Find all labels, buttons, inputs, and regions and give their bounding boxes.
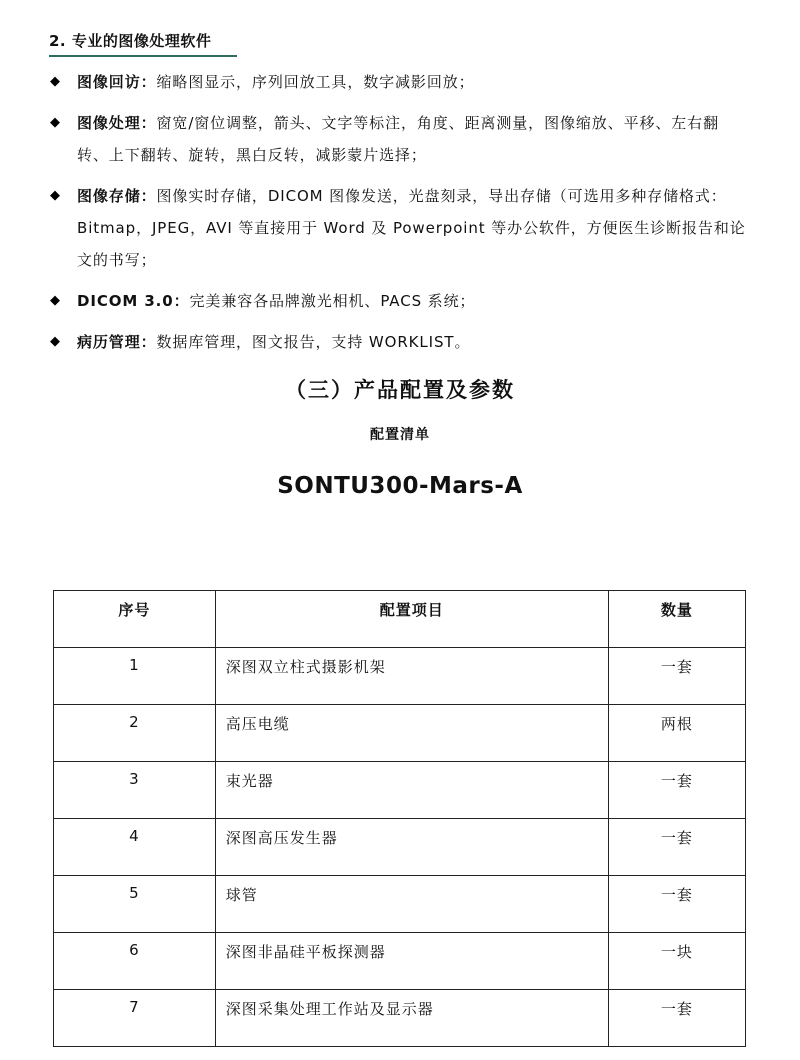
table-row bbox=[54, 876, 746, 933]
table-row bbox=[54, 819, 746, 876]
cell-no: 3 bbox=[54, 762, 216, 819]
bullet-label: 图像存储： bbox=[77, 187, 157, 205]
cell-item: 深图高压发生器 bbox=[215, 819, 608, 876]
cell-no: 6 bbox=[54, 933, 216, 990]
header-no: 序号 bbox=[54, 591, 216, 648]
cell-qty: 一块 bbox=[608, 933, 745, 990]
table-row bbox=[54, 648, 746, 705]
bullet-label: DICOM 3.0： bbox=[77, 292, 190, 310]
list-item bbox=[50, 326, 750, 358]
bullet-text: 数据库管理，图文报告，支持 WORKLIST。 bbox=[156, 333, 471, 351]
cell-qty: 一套 bbox=[608, 876, 745, 933]
table-row bbox=[54, 990, 746, 1047]
list-title: 配置清单 bbox=[370, 427, 430, 443]
feature-list bbox=[50, 66, 750, 367]
cell-qty: 两根 bbox=[608, 705, 745, 762]
cell-item: 深图采集处理工作站及显示器 bbox=[215, 990, 608, 1047]
section-heading: 2. 专业的图像处理软件 bbox=[49, 30, 237, 57]
bullet-text: 图像实时存储，DICOM 图像发送，光盘刻录，导出存储（可选用多种存储格式：Bitmap，JPEG，AVI 等直接用于 Word 及 Powerpoint 等办公软件，方便医生诊断报告和论文的书写； bbox=[77, 187, 746, 269]
cell-item: 深图双立柱式摄影机架 bbox=[215, 648, 608, 705]
cell-item: 高压电缆 bbox=[215, 705, 608, 762]
bullet-label: 病历管理： bbox=[77, 333, 157, 351]
cell-qty: 一套 bbox=[608, 990, 745, 1047]
model-name: SONTU300-Mars-A bbox=[277, 473, 523, 499]
cell-no: 5 bbox=[54, 876, 216, 933]
part-title: （三）产品配置及参数 bbox=[285, 378, 515, 402]
cell-item: 深图非晶硅平板探测器 bbox=[215, 933, 608, 990]
cell-item: 束光器 bbox=[215, 762, 608, 819]
bullet-text: 缩略图显示，序列回放工具，数字减影回放； bbox=[156, 73, 475, 91]
cell-item: 球管 bbox=[215, 876, 608, 933]
list-item bbox=[50, 180, 750, 276]
table-row bbox=[54, 762, 746, 819]
list-item bbox=[50, 285, 750, 317]
cell-no: 4 bbox=[54, 819, 216, 876]
diamond-icon: ◆ bbox=[50, 115, 61, 130]
table-header-row bbox=[54, 591, 746, 648]
diamond-icon: ◆ bbox=[50, 293, 61, 308]
bullet-label: 图像回访： bbox=[77, 73, 157, 91]
diamond-icon: ◆ bbox=[50, 334, 61, 349]
config-table bbox=[53, 590, 746, 1047]
cell-qty: 一套 bbox=[608, 648, 745, 705]
diamond-icon: ◆ bbox=[50, 74, 61, 89]
cell-qty: 一套 bbox=[608, 762, 745, 819]
cell-no: 7 bbox=[54, 990, 216, 1047]
table-row bbox=[54, 933, 746, 990]
header-item: 配置项目 bbox=[215, 591, 608, 648]
table-row bbox=[54, 705, 746, 762]
list-item bbox=[50, 66, 750, 98]
bullet-text: 窗宽/窗位调整，箭头、文字等标注，角度、距离测量，图像缩放、平移、左右翻转、上下翻转、旋转，黑白反转，减影蒙片选择； bbox=[77, 114, 719, 164]
list-item bbox=[50, 107, 750, 171]
header-qty: 数量 bbox=[608, 591, 745, 648]
bullet-text: 完美兼容各品牌激光相机、PACS 系统； bbox=[189, 292, 476, 310]
cell-no: 2 bbox=[54, 705, 216, 762]
diamond-icon: ◆ bbox=[50, 188, 61, 203]
bullet-label: 图像处理： bbox=[77, 114, 157, 132]
cell-no: 1 bbox=[54, 648, 216, 705]
cell-qty: 一套 bbox=[608, 819, 745, 876]
